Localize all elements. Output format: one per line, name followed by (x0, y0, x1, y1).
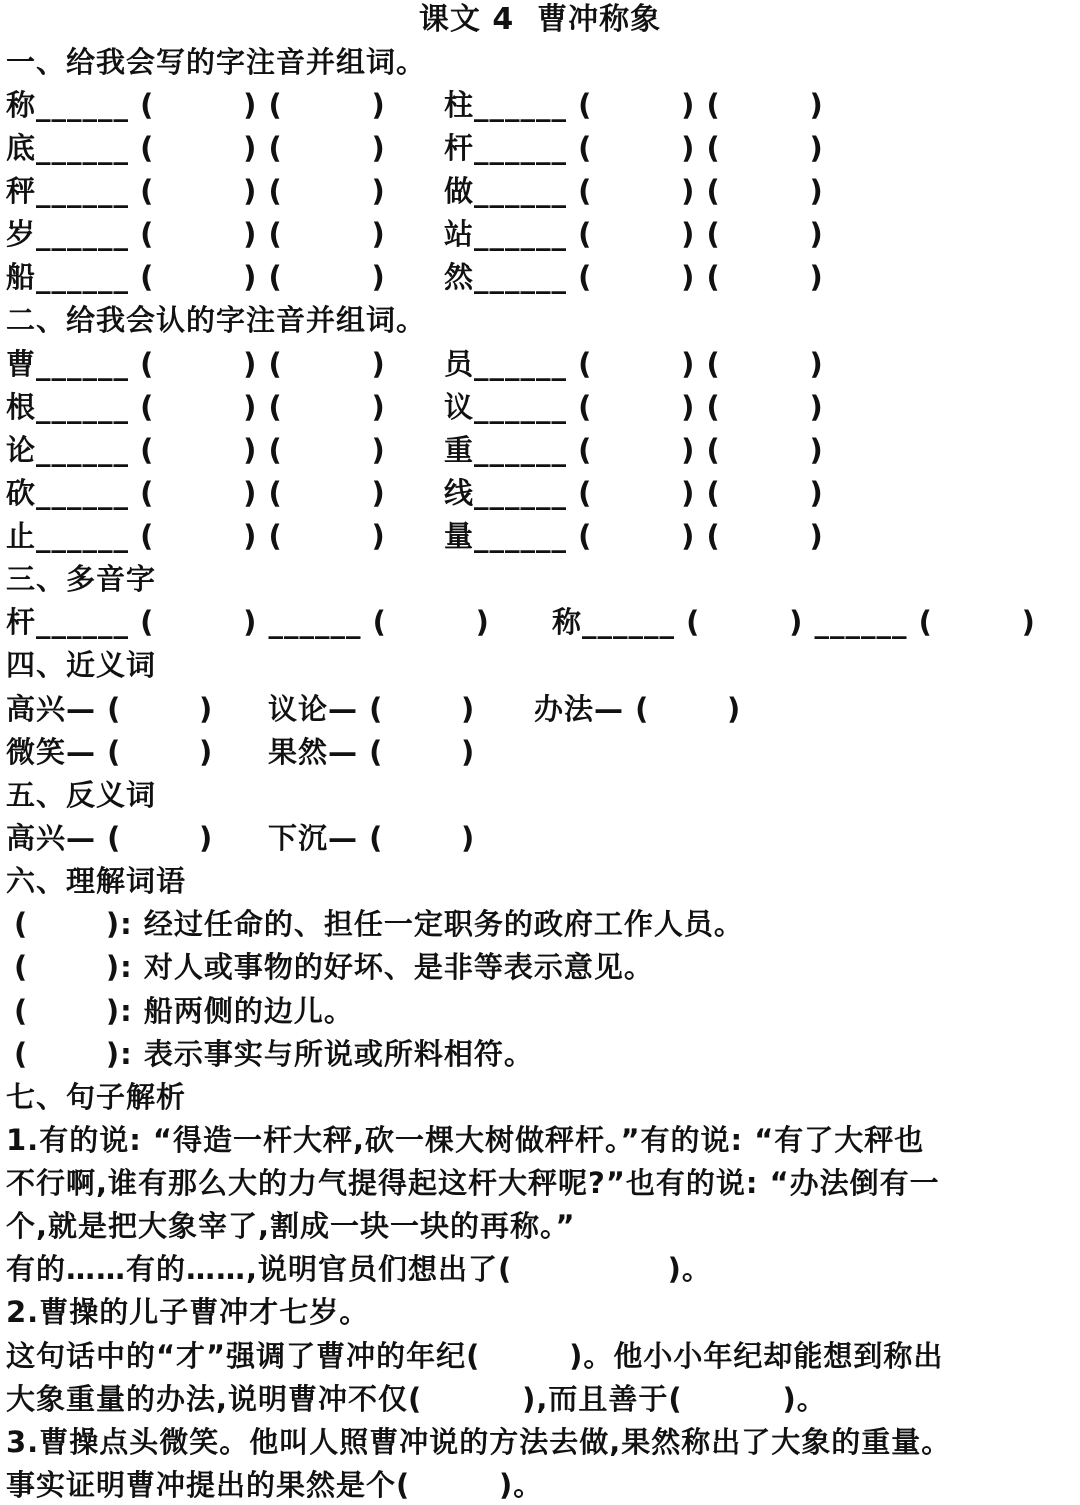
read-row (6, 473, 1080, 513)
sentence-line: 1.有的说: “得造一杆大秤,砍一棵大树做秤杆。”有的说: “有了大秤也 (6, 1123, 925, 1157)
definition-item: ( ): 表示事实与所说或所料相符。 (14, 1037, 534, 1071)
sentence-line: 不行啊,谁有那么大的力气提得起这杆大秤呢?”也有的说: “办法倒有一 (6, 1166, 940, 1200)
read-row-left: 砍______ ( ) ( ) (6, 476, 386, 510)
read-row-right: 重______ ( ) ( ) (444, 433, 824, 467)
read-row-right: 量______ ( ) ( ) (444, 519, 824, 553)
write-row-right: 杆______ ( ) ( ) (444, 131, 824, 165)
write-row-right: 站______ ( ) ( ) (444, 217, 824, 251)
sentence-line: 有的……有的……,说明官员们想出了( )。 (6, 1252, 712, 1286)
section-heading-7: 七、句子解析 (6, 1080, 187, 1114)
page-title: 课文 4 曹冲称象 (418, 2, 662, 37)
read-row-right: 员______ ( ) ( ) (444, 347, 824, 381)
write-row (6, 171, 1080, 211)
read-row (6, 344, 1080, 384)
read-row (6, 516, 1080, 556)
sentence-line: 事实证明曹冲提出的果然是个( )。 (6, 1468, 544, 1502)
write-row-right: 然______ ( ) ( ) (444, 260, 824, 294)
read-row-right: 线______ ( ) ( ) (444, 476, 824, 510)
sentence-line: 大象重量的办法,说明曹冲不仅( ),而且善于( )。 (6, 1382, 827, 1416)
write-row-left: 底______ ( ) ( ) (6, 131, 386, 165)
write-row (6, 257, 1080, 297)
synonym-item: 议论— ( ) (268, 692, 476, 726)
section-heading-3: 三、多音字 (6, 562, 157, 596)
read-row (6, 430, 1080, 470)
section-heading-2: 二、给我会认的字注音并组词。 (6, 303, 427, 337)
read-row-left: 曹______ ( ) ( ) (6, 347, 386, 381)
write-row-right: 做______ ( ) ( ) (444, 174, 824, 208)
synonym-item: 微笑— ( ) (6, 735, 214, 769)
section-heading-5: 五、反义词 (6, 778, 157, 812)
antonym-item: 高兴— ( ) (6, 821, 214, 855)
polyphone-item: 杆______ ( ) ______ ( ) (6, 605, 490, 639)
write-row (6, 128, 1080, 168)
read-row-left: 论______ ( ) ( ) (6, 433, 386, 467)
write-row-right: 柱______ ( ) ( ) (444, 88, 824, 122)
sentence-line: 这句话中的“才”强调了曹冲的年纪( )。他小小年纪却能想到称出 (6, 1339, 944, 1373)
section-heading-4: 四、近义词 (6, 648, 157, 682)
antonym-item: 下沉— ( ) (268, 821, 476, 855)
section-heading-6: 六、理解词语 (6, 864, 187, 898)
polyphone-row (6, 602, 1080, 642)
polyphone-item: 称______ ( ) ______ ( ) (552, 605, 1036, 639)
sentence-line: 3.曹操点头微笑。他叫人照曹冲说的方法去做,果然称出了大象的重量。 (6, 1425, 952, 1459)
definition-item: ( ): 对人或事物的好坏、是非等表示意见。 (14, 950, 654, 984)
read-row-left: 止______ ( ) ( ) (6, 519, 386, 553)
synonym-item: 果然— ( ) (268, 735, 476, 769)
write-row-left: 称______ ( ) ( ) (6, 88, 386, 122)
synonym-item: 高兴— ( ) (6, 692, 214, 726)
read-row-right: 议______ ( ) ( ) (444, 390, 824, 424)
synonym-row (6, 732, 1080, 772)
read-row (6, 387, 1080, 427)
write-row (6, 214, 1080, 254)
synonym-item: 办法— ( ) (534, 692, 742, 726)
sentence-line: 2.曹操的儿子曹冲才七岁。 (6, 1295, 370, 1329)
write-row (6, 85, 1080, 125)
read-row-left: 根______ ( ) ( ) (6, 390, 386, 424)
write-row-left: 岁______ ( ) ( ) (6, 217, 386, 251)
antonym-row (6, 818, 1080, 858)
definition-item: ( ): 经过任命的、担任一定职务的政府工作人员。 (14, 907, 744, 941)
definition-item: ( ): 船两侧的边儿。 (14, 994, 354, 1028)
section-heading-1: 一、给我会写的字注音并组词。 (6, 45, 427, 79)
write-row-left: 船______ ( ) ( ) (6, 260, 386, 294)
write-row-left: 秤______ ( ) ( ) (6, 174, 386, 208)
synonym-row (6, 689, 1080, 729)
sentence-line: 个,就是把大象宰了,割成一块一块的再称。” (6, 1209, 576, 1243)
